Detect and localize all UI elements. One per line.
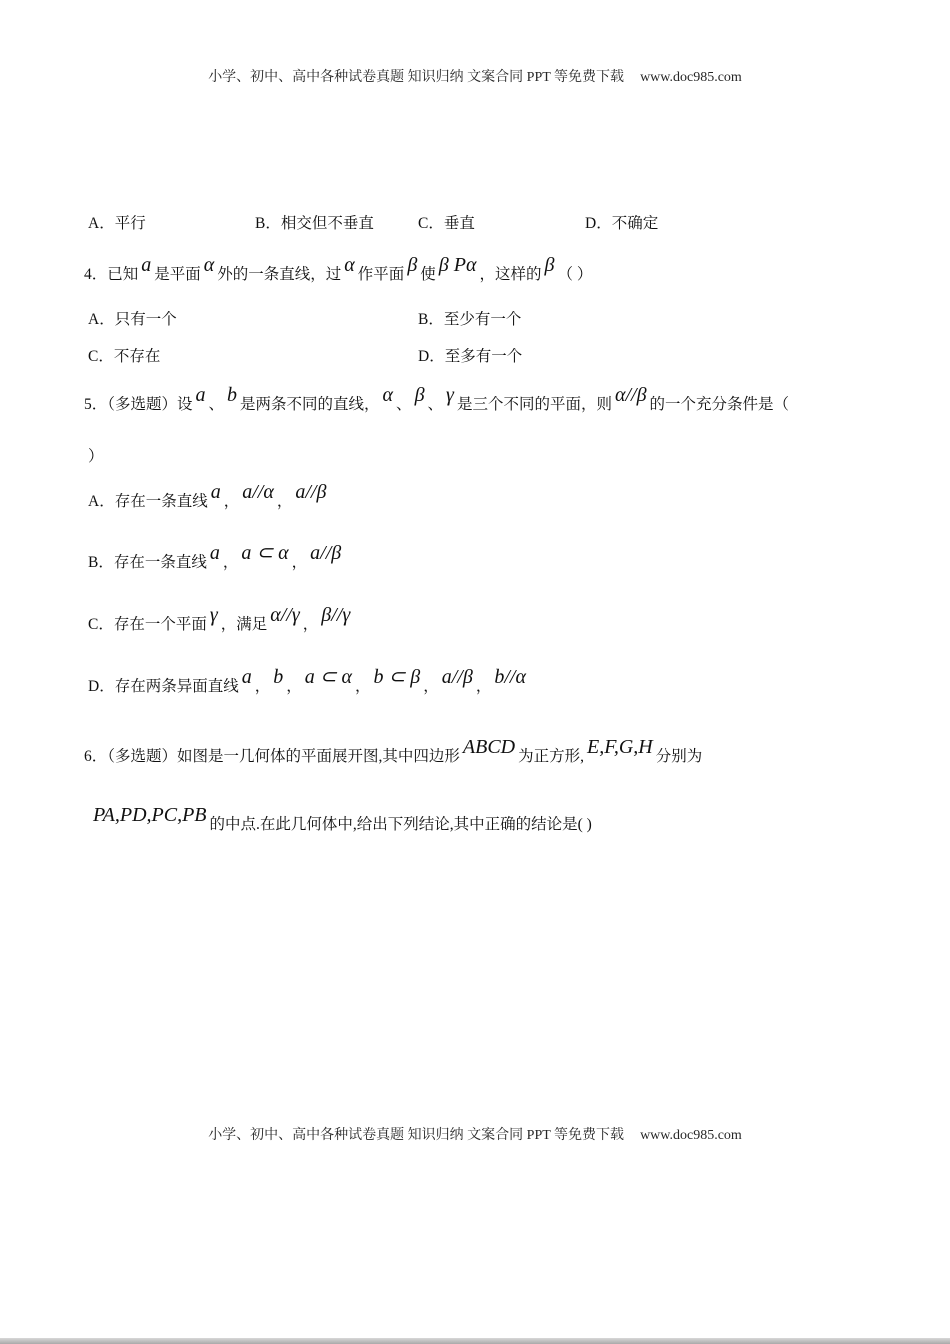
q4-option-d: D．至多有一个: [418, 348, 523, 365]
q4-option-b: B．至少有一个: [418, 311, 522, 328]
math-segment: a: [241, 666, 252, 688]
page-header: [0, 66, 950, 86]
text-segment: 是平面: [154, 266, 201, 283]
text-segment: 、: [208, 396, 225, 413]
math-segment: E,F,G,H: [587, 736, 653, 758]
text-segment: （ ）: [557, 266, 593, 283]
text-segment: ，: [291, 554, 308, 571]
option-b-intersect: B．相交但不垂直: [255, 215, 374, 232]
math-segment: β: [544, 254, 555, 276]
math-segment: a//β: [310, 542, 342, 564]
text-segment: ，满足: [220, 616, 268, 633]
math-segment: α//β: [614, 384, 647, 406]
text-segment: D．存在两条异面直线: [88, 678, 239, 695]
text-segment: 4．已知: [84, 266, 139, 283]
math-segment: γ: [209, 604, 218, 626]
q5-option-a: [88, 481, 329, 513]
math-segment: a ⊂ α: [304, 666, 352, 688]
text-segment: 、: [427, 396, 444, 413]
text-segment: 6．（多选题）如图是一几何体的平面展开图,其中四边形: [84, 748, 460, 765]
math-segment: ABCD: [462, 736, 516, 758]
question-4-stem: [84, 254, 593, 286]
footer-text: 小学、初中、高中各种试卷真题 知识归纳 文案合同 PPT 等免费下载: [208, 1128, 625, 1143]
question-5-stem: [84, 384, 790, 416]
text-segment: ，: [223, 493, 240, 510]
math-segment: PA,PD,PC,PB: [93, 804, 207, 826]
q5-option-b: [88, 542, 344, 574]
text-segment: 外的一条直线，过: [217, 266, 342, 283]
text-segment: 的中点.在此几何体中,给出下列结论,其中正确的结论是( ): [209, 816, 592, 833]
text-segment: A．存在一条直线: [88, 493, 208, 510]
math-segment: α//γ: [270, 604, 300, 626]
question-5-stem-close: ）: [88, 448, 104, 465]
math-segment: a ⊂ α: [241, 542, 289, 564]
footer-url: www.doc985.com: [640, 1128, 742, 1143]
text-segment: 是两条不同的直线，: [240, 396, 380, 413]
header-text: 小学、初中、高中各种试卷真题 知识归纳 文案合同 PPT 等免费下载: [208, 70, 625, 85]
math-segment: b ⊂ β: [373, 666, 421, 688]
math-segment: a//β: [441, 666, 473, 688]
page-footer: [0, 1124, 950, 1144]
math-segment: α: [382, 384, 394, 406]
math-segment: β//γ: [321, 604, 351, 626]
option-a-parallel: A．平行: [88, 215, 146, 232]
text-segment: ，: [475, 678, 492, 695]
option-c-perpendicular: C．垂直: [418, 215, 475, 232]
header-url: www.doc985.com: [640, 70, 742, 85]
question-6-stem-line1: [84, 736, 703, 768]
math-segment: β: [407, 254, 418, 276]
math-segment: b//α: [494, 666, 526, 688]
math-segment: α: [344, 254, 355, 276]
math-segment: β Pα: [438, 254, 477, 276]
text-segment: ，: [355, 678, 371, 695]
math-segment: a: [195, 384, 206, 406]
text-segment: 为正方形,: [518, 748, 584, 765]
question-6-stem-line2: [90, 804, 592, 836]
text-segment: 5．（多选题）设: [84, 396, 193, 413]
math-segment: a: [210, 481, 221, 503]
option-d-undetermined: D．不确定: [585, 215, 659, 232]
text-segment: ，: [254, 678, 271, 695]
math-segment: α: [203, 254, 215, 276]
scan-edge-artifact: [0, 1338, 950, 1344]
text-segment: ，: [423, 678, 439, 695]
math-segment: a: [209, 542, 220, 564]
q5-option-d: [88, 666, 529, 698]
math-segment: γ: [446, 384, 454, 406]
text-segment: 的一个充分条件是（: [649, 396, 790, 413]
text-segment: 、: [396, 396, 412, 413]
q5-option-c: [88, 604, 353, 636]
text-segment: 是三个不同的平面，则: [456, 396, 612, 413]
q4-option-a: A．只有一个: [88, 311, 177, 328]
text-segment: 作平面: [357, 266, 405, 283]
text-segment: ，: [286, 678, 302, 695]
math-segment: a//α: [242, 481, 274, 503]
math-segment: β: [414, 384, 425, 406]
math-segment: a//β: [295, 481, 327, 503]
q4-option-c: C．不存在: [88, 348, 161, 365]
text-segment: B．存在一条直线: [88, 554, 207, 571]
math-segment: a: [141, 254, 152, 276]
text-segment: 分别为: [655, 748, 703, 765]
text-segment: ，: [222, 554, 239, 571]
text-segment: ，: [302, 616, 319, 633]
math-segment: b: [227, 384, 238, 406]
text-segment: ，这样的: [479, 266, 542, 283]
text-segment: 使: [420, 266, 436, 283]
text-segment: ，: [276, 493, 293, 510]
text-segment: C．存在一个平面: [88, 616, 207, 633]
math-segment: b: [273, 666, 284, 688]
